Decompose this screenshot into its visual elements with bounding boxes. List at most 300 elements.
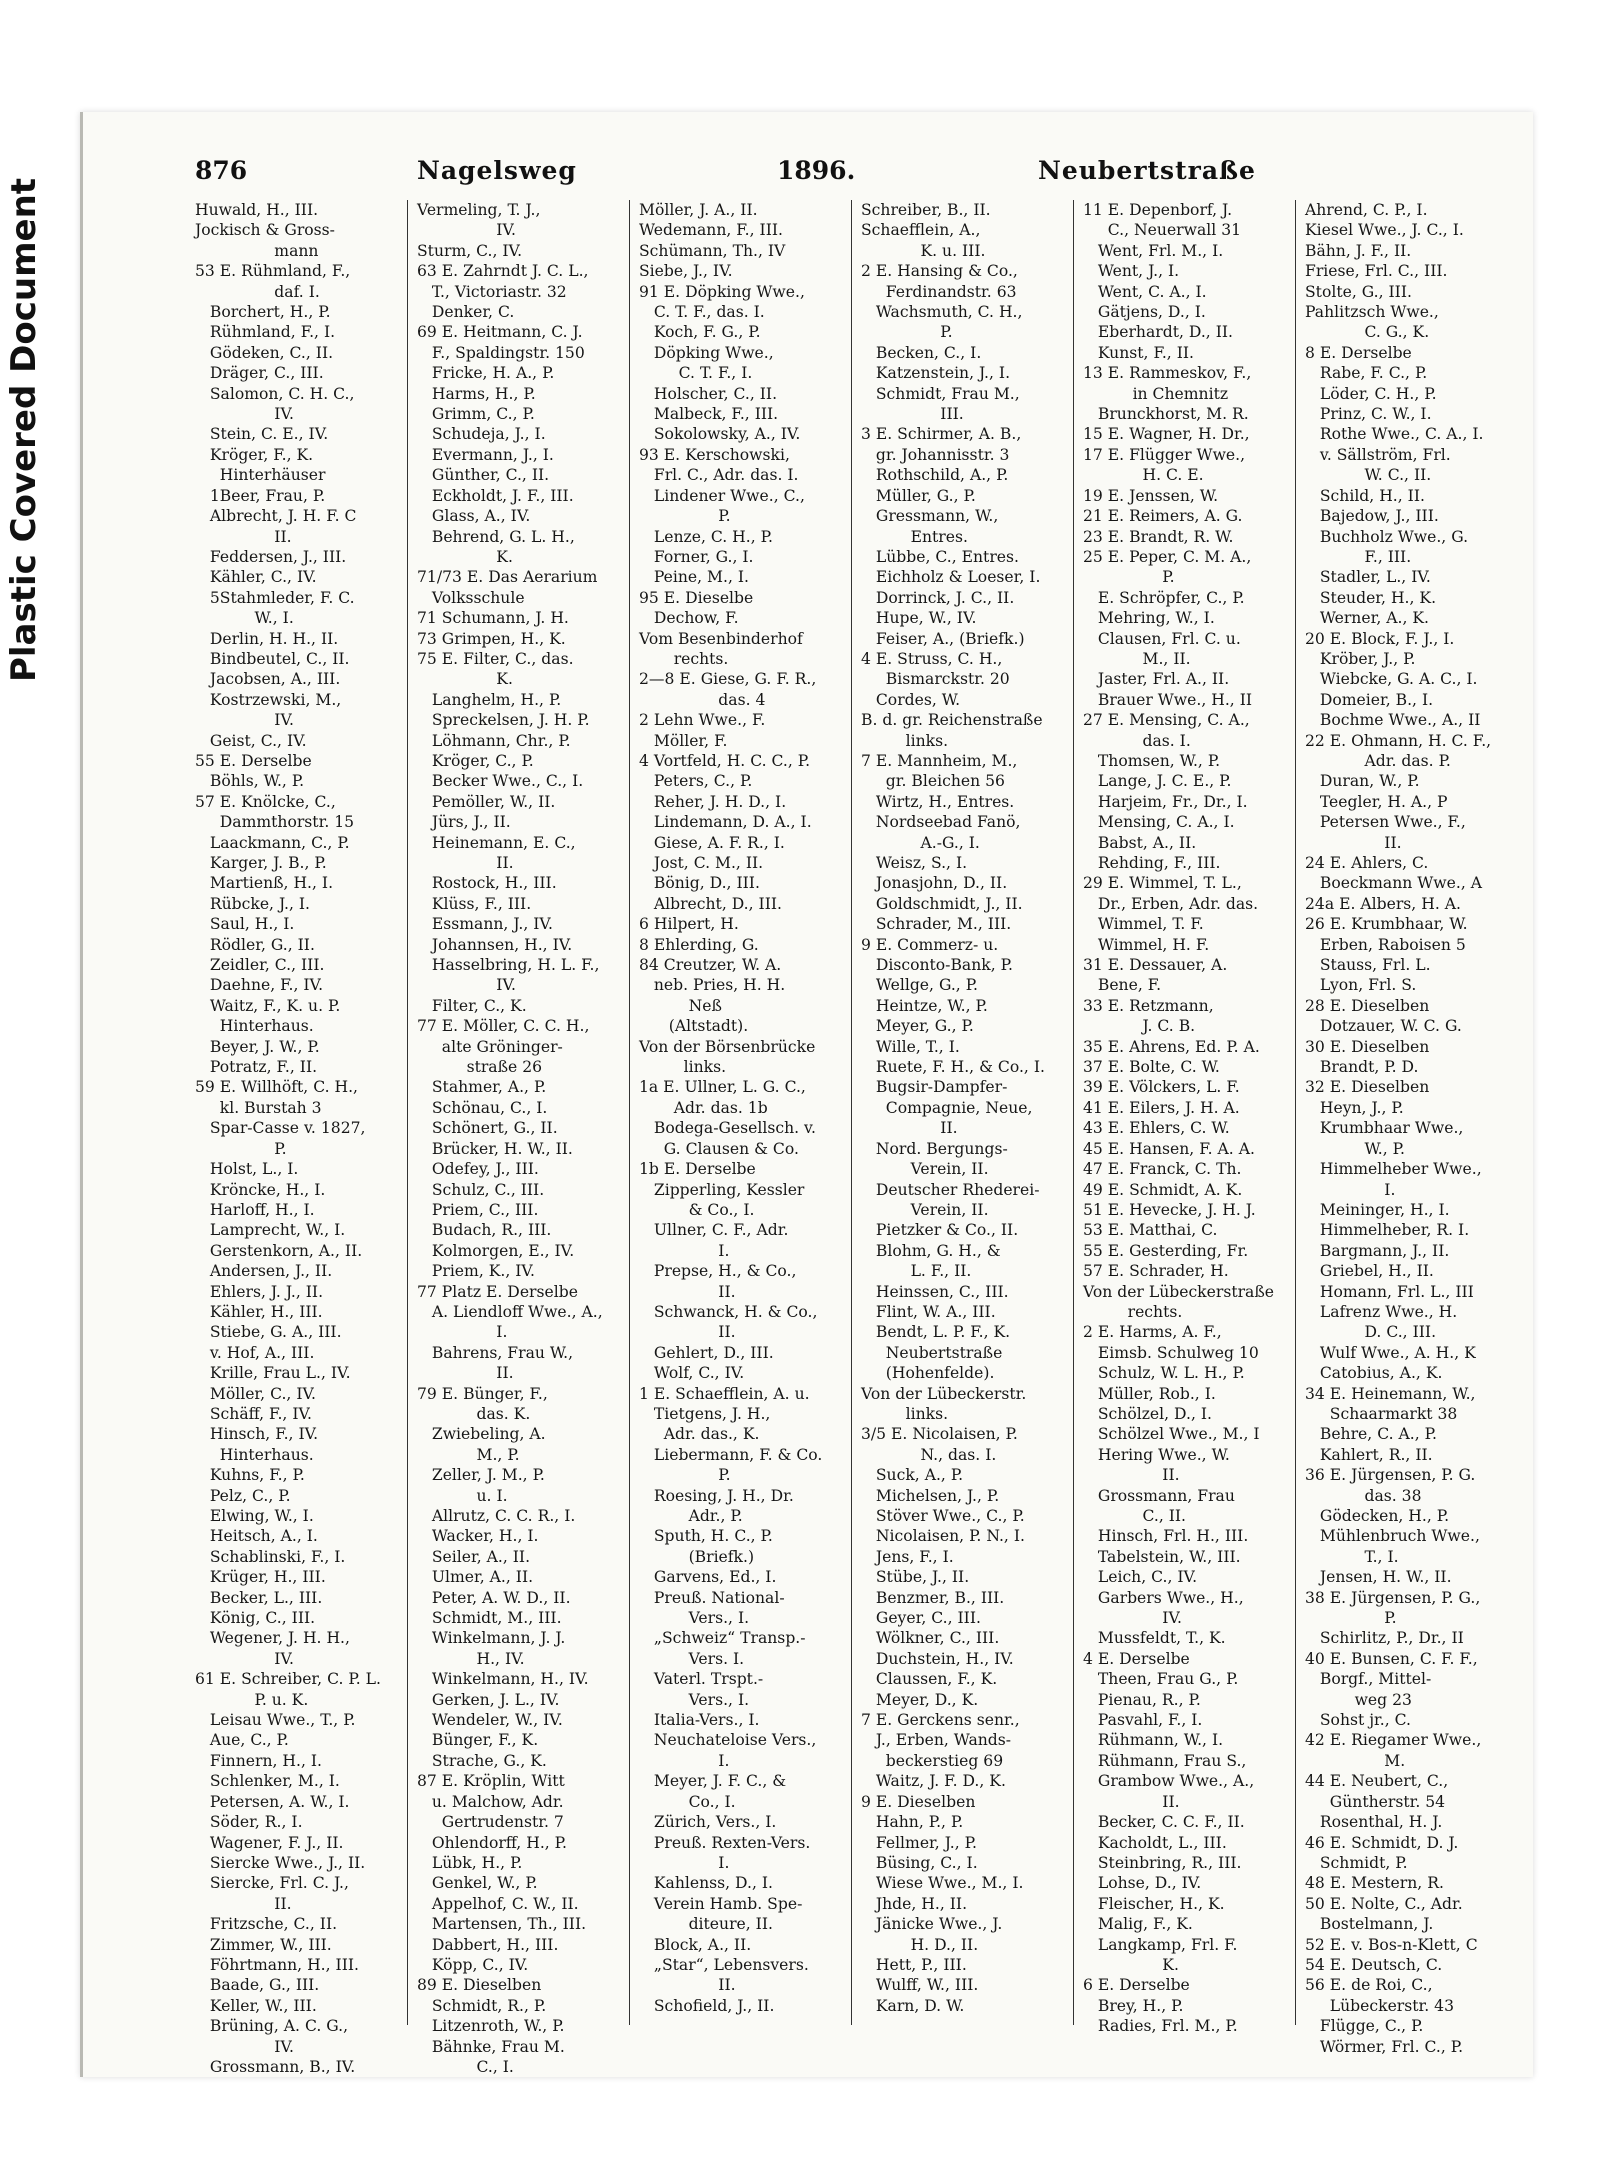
directory-entry-line: 57 E. Schrader, H.	[1083, 1262, 1229, 1281]
directory-entry-line: Petersen Wwe., F.,	[1305, 813, 1466, 832]
directory-entry-line: Heinssen, C., III.	[861, 1282, 1009, 1301]
directory-entry-line: 9 E. Commerz- u.	[861, 935, 999, 954]
directory-entry-line: Behre, C. A., P.	[1305, 1425, 1437, 1444]
directory-entry-line: Preuß. Rexten-Vers.	[639, 1833, 811, 1852]
directory-entry-line: Rühmann, W., I.	[1083, 1731, 1224, 1750]
directory-entry-line: G. Clausen & Co.	[639, 1139, 799, 1158]
directory-entry-line: kl. Burstah 3	[195, 1098, 322, 1117]
directory-entry-line: Brauer Wwe., H., II	[1083, 690, 1253, 709]
directory-entry-line: Ulmer, A., II.	[417, 1568, 534, 1587]
directory-entry-line: Hasselbring, H. L. F.,	[417, 956, 600, 975]
directory-entry-line: K. u. III.	[861, 241, 986, 260]
directory-entry-line: 57 E. Knölcke, C.,	[195, 792, 336, 811]
directory-entry-line: Baade, G., III.	[195, 1976, 320, 1995]
directory-column-6	[1305, 200, 1507, 2056]
directory-entry-line: Stein, C. E., IV.	[195, 425, 329, 444]
directory-entry-line: 30 E. Dieselben	[1305, 1037, 1430, 1056]
directory-entry-line: J. C. B.	[1083, 1017, 1196, 1036]
directory-entry-line: Krille, Frau L., IV.	[195, 1364, 351, 1383]
directory-entry-line: Harloff, H., I.	[195, 1200, 315, 1219]
directory-entry-line: Rühmland, F., I.	[195, 323, 336, 342]
directory-entry-line: Möller, F.	[639, 731, 728, 750]
directory-entry-line: Schmidt, M., III.	[417, 1609, 562, 1628]
directory-entry-line: Von der Börsenbrücke	[639, 1037, 816, 1056]
directory-entry-line: Kuhns, F., P.	[195, 1466, 305, 1485]
directory-entry-line: Michelsen, J., P.	[861, 1486, 1000, 1505]
directory-entry-line: Laackmann, C., P.	[195, 833, 350, 852]
directory-entry-line: Rehding, F., III.	[1083, 854, 1221, 872]
directory-entry-line: II.	[195, 1894, 292, 1913]
directory-entry-line: Kröncke, H., I.	[195, 1180, 326, 1199]
directory-entry-line: Löhmann, Chr., P.	[417, 731, 571, 750]
directory-entry-line: 51 E. Hevecke, J. H. J.	[1083, 1200, 1256, 1219]
directory-entry-line: B. d. gr. Reichenstraße	[861, 711, 1043, 730]
directory-entry-line: Martensen, Th., III.	[417, 1915, 587, 1934]
directory-entry-line: Eberhardt, D., II.	[1083, 323, 1233, 342]
directory-entry-line: Holst, L., I.	[195, 1160, 299, 1179]
directory-entry-line: Kunst, F., II.	[1083, 343, 1194, 362]
directory-entry-line: Wedemann, F., III.	[639, 221, 783, 240]
directory-entry-line: Co., I.	[639, 1792, 736, 1811]
directory-entry-line: Allrutz, C. C. R., I.	[417, 1507, 576, 1525]
directory-entry-line: Lübeckerstr. 43	[1305, 1996, 1455, 2015]
directory-entry-line: diteure, II.	[639, 1915, 773, 1934]
directory-entry-line: Lamprecht, W., I.	[195, 1221, 346, 1240]
directory-entry-line: Appelhof, C. W., II.	[417, 1894, 579, 1913]
directory-entry-line: Becker, L., III.	[195, 1588, 323, 1607]
directory-entry-line: II.	[1083, 1792, 1180, 1811]
directory-entry-line: E. Schröpfer, C., P.	[1083, 588, 1245, 607]
directory-entry-line: 53 E. Matthai, C.	[1083, 1221, 1218, 1240]
directory-entry-line: Schölzel, D., I.	[1083, 1404, 1212, 1423]
directory-entry-line: H., IV.	[417, 1649, 525, 1668]
directory-entry-line: Keller, W., III.	[195, 1996, 317, 2015]
directory-entry-line: C., Neuerwall 31	[1083, 221, 1242, 240]
directory-entry-line: 55 E. Gesterding, Fr.	[1083, 1241, 1249, 1260]
directory-entry-line: 49 E. Schmidt, A. K.	[1083, 1180, 1243, 1199]
directory-column-1	[195, 200, 397, 2076]
directory-entry-line: Geyer, C., III.	[861, 1609, 981, 1628]
directory-entry-line: 1a E. Ullner, L. G. C.,	[639, 1078, 806, 1097]
directory-entry-line: Teegler, H. A., P	[1305, 792, 1448, 811]
directory-entry-line: Ohlendorff, H., P.	[417, 1833, 567, 1852]
directory-entry-line: Blohm, G. H., &	[861, 1241, 1001, 1260]
directory-entry-line: Adr. das., K.	[639, 1425, 760, 1444]
directory-entry-line: Essmann, J., IV.	[417, 915, 553, 934]
directory-entry-line: I.	[639, 1241, 730, 1260]
directory-entry-line: Feiser, A., (Briefk.)	[861, 629, 1025, 648]
directory-entry-line: Flügge, C., P.	[1305, 2017, 1424, 2036]
directory-entry-line: Thomsen, W., P.	[1083, 751, 1221, 770]
directory-entry-line: Pasvahl, F., I.	[1083, 1711, 1203, 1730]
directory-entry-line: Himmelheber, R. I.	[1305, 1221, 1470, 1240]
directory-entry-line: IV.	[195, 1649, 294, 1668]
directory-entry-line: (Briefk.)	[639, 1547, 755, 1566]
directory-entry-line: Löder, C. H., P.	[1305, 384, 1437, 403]
directory-entry-line: Albrecht, D., III.	[639, 894, 782, 913]
directory-entry-line: Bünger, F., K.	[417, 1731, 539, 1750]
directory-entry-line: Hinsch, F., IV.	[195, 1425, 319, 1444]
directory-entry-line: Möller, C., IV.	[195, 1384, 316, 1403]
directory-entry-line: Langkamp, Frl. F.	[1083, 1935, 1238, 1954]
directory-entry-line: II.	[1305, 833, 1402, 852]
directory-entry-line: Gertrudenstr. 7	[417, 1813, 564, 1832]
directory-entry-line: Saul, H., I.	[195, 915, 295, 934]
directory-entry-line: Suck, A., P.	[861, 1466, 964, 1485]
directory-entry-line: 28 E. Dieselben	[1305, 996, 1430, 1015]
directory-entry-line: Derlin, H. H., II.	[195, 629, 339, 648]
directory-entry-line: Deutscher Rhederei-	[861, 1180, 1040, 1199]
directory-entry-line: 61 E. Schreiber, C. P. L.	[195, 1670, 381, 1689]
directory-entry-line: Claussen, F., K.	[861, 1670, 998, 1689]
directory-entry-line: Karn, D. W.	[861, 1996, 965, 2015]
directory-entry-line: Priem, K., IV.	[417, 1262, 535, 1281]
directory-entry-line: 56 E. de Roi, C.,	[1305, 1976, 1433, 1995]
directory-entry-line: Went, J., I.	[1083, 262, 1180, 281]
directory-entry-line: Günther, C., II.	[417, 466, 550, 485]
directory-entry-line: Prepse, H., & Co.,	[639, 1262, 797, 1281]
directory-entry-line: 17 E. Flügger Wwe.,	[1083, 445, 1246, 464]
directory-entry-line: 45 E. Hansen, F. A. A.	[1083, 1139, 1255, 1158]
directory-entry-line: 46 E. Schmidt, D. J.	[1305, 1833, 1459, 1852]
directory-entry-line: P.	[861, 323, 953, 342]
directory-entry-line: Malbeck, F., III.	[639, 405, 779, 424]
directory-entry-line: Lenze, C. H., P.	[639, 527, 773, 546]
directory-entry-line: II.	[639, 1323, 736, 1342]
column-divider	[629, 200, 630, 2025]
directory-entry-line: 69 E. Heitmann, C. J.	[417, 323, 583, 342]
directory-entry-line: Entres.	[861, 527, 968, 546]
directory-entry-line: Buchholz Wwe., G.	[1305, 527, 1469, 546]
directory-entry-line: Garbers Wwe., H.,	[1083, 1588, 1244, 1607]
directory-entry-line: Jhde, H., II.	[861, 1894, 968, 1913]
directory-entry-line: mann	[195, 241, 319, 260]
directory-entry-line: Wille, T., I.	[861, 1037, 960, 1056]
directory-entry-line: 7 E. Mannheim, M.,	[861, 751, 1018, 770]
directory-entry-line: Von der Lübeckerstr.	[861, 1384, 1027, 1403]
directory-entry-line: Sokolowsky, A., IV.	[639, 425, 801, 444]
directory-entry-line: weg 23	[1305, 1690, 1412, 1709]
directory-entry-line: Meyer, G., P.	[861, 1017, 974, 1036]
directory-entry-line: Bismarckstr. 20	[861, 670, 1010, 689]
directory-entry-line: Lafrenz Wwe., H.	[1305, 1302, 1458, 1321]
directory-entry-line: 36 E. Jürgensen, P. G.	[1305, 1466, 1476, 1485]
directory-entry-line: F., III.	[1305, 547, 1412, 566]
directory-entry-line: Kahlert, R., II.	[1305, 1445, 1433, 1464]
directory-entry-line: Wacker, H., I.	[417, 1527, 539, 1546]
directory-entry-line: Adr. das. P.	[1305, 751, 1451, 770]
directory-entry-line: Hinsch, Frl. H., III.	[1083, 1527, 1249, 1546]
directory-entry-line: 22 E. Ohmann, H. C. F.,	[1305, 731, 1492, 750]
directory-entry-line: Italia-Vers., I.	[639, 1711, 760, 1730]
directory-entry-line: Boeckmann Wwe., A	[1305, 874, 1482, 893]
directory-entry-line: Holscher, C., II.	[639, 384, 778, 403]
directory-entry-line: IV.	[195, 711, 294, 730]
directory-entry-line: 3/5 E. Nicolaisen, P.	[861, 1425, 1018, 1444]
directory-entry-line: M.	[1305, 1751, 1406, 1770]
directory-entry-line: 9 E. Dieselben	[861, 1792, 976, 1811]
directory-entry-line: Lyon, Frl. S.	[1305, 976, 1417, 995]
directory-entry-line: W., P.	[1305, 1139, 1405, 1158]
directory-entry-line: 4 Vortfeld, H. C. C., P.	[639, 751, 811, 770]
directory-entry-line: Karger, J. B., P.	[195, 854, 327, 872]
directory-entry-line: Goldschmidt, J., II.	[861, 894, 1023, 913]
directory-entry-line: Litzenroth, W., P.	[417, 2017, 565, 2036]
directory-entry-line: C., II.	[1083, 1507, 1187, 1525]
directory-entry-line: Elwing, W., I.	[195, 1507, 314, 1525]
directory-entry-line: beckerstieg 69	[861, 1751, 1004, 1770]
directory-entry-line: Bochme Wwe., A., II	[1305, 711, 1481, 730]
directory-entry-line: Dotzauer, W. C. G.	[1305, 1017, 1462, 1036]
directory-entry-line: 6 E. Derselbe	[1083, 1976, 1190, 1995]
directory-entry-line: I.	[417, 1323, 508, 1342]
directory-entry-line: Feddersen, J., III.	[195, 547, 347, 566]
directory-entry-line: II.	[417, 854, 514, 872]
page-header	[195, 156, 1495, 194]
directory-entry-line: 2 E. Hansing & Co.,	[861, 262, 1018, 281]
directory-entry-line: Schrader, M., III.	[861, 915, 1012, 934]
directory-entry-line: Winkelmann, H., IV.	[417, 1670, 589, 1689]
directory-entry-line: M., II.	[1083, 649, 1191, 668]
directory-entry-line: 8 Ehlerding, G.	[639, 935, 759, 954]
directory-entry-line: Adr., P.	[639, 1507, 743, 1525]
directory-entry-line: Ruete, F. H., & Co., I.	[861, 1058, 1045, 1077]
directory-entry-line: Zwiebeling, A.	[417, 1425, 546, 1444]
directory-entry-line: 54 E. Deutsch, C.	[1305, 1955, 1443, 1974]
directory-entry-line: 2—8 E. Giese, G. F. R.,	[639, 670, 817, 689]
directory-entry-line: 20 E. Block, F. J., I.	[1305, 629, 1455, 648]
directory-entry-line: Heyn, J., P.	[1305, 1098, 1404, 1117]
directory-entry-line: Schirlitz, P., Dr., II	[1305, 1629, 1464, 1648]
directory-entry-line: Verein Hamb. Spe-	[639, 1894, 803, 1913]
directory-entry-line: II.	[417, 1364, 514, 1383]
directory-entry-line: Gätjens, D., I.	[1083, 303, 1206, 322]
directory-entry-line: Kröger, F., K.	[195, 445, 314, 464]
directory-entry-line: 24a E. Albers, H. A.	[1305, 894, 1461, 913]
directory-entry-line: Mussfeldt, T., K.	[1083, 1629, 1226, 1648]
directory-entry-line: Jost, C. M., II.	[639, 854, 764, 872]
directory-entry-line: Schmidt, R., P.	[417, 1996, 547, 2015]
directory-entry-line: Bönig, D., III.	[639, 874, 760, 893]
document-side-label	[0, 140, 48, 720]
directory-entry-line: II.	[861, 1119, 958, 1138]
directory-entry-line: 84 Creutzer, W. A.	[639, 956, 782, 975]
directory-entry-line: Rosenthal, H. J.	[1305, 1813, 1443, 1832]
directory-entry-line: 37 E. Bolte, C. W.	[1083, 1058, 1220, 1077]
directory-entry-line: IV.	[1083, 1609, 1182, 1628]
directory-entry-line: IV.	[195, 405, 294, 424]
directory-entry-line: II.	[639, 1282, 736, 1301]
directory-entry-line: 87 E. Kröplin, Witt	[417, 1772, 565, 1791]
directory-entry-line: 79 E. Bünger, F.,	[417, 1384, 548, 1403]
directory-entry-line: Glass, A., IV.	[417, 507, 531, 526]
directory-entry-line: Schreiber, B., II.	[861, 201, 991, 219]
directory-entry-line: Preuß. National-	[639, 1588, 785, 1607]
directory-entry-line: Friese, Frl. C., III.	[1305, 262, 1448, 281]
directory-entry-line: Flint, W. A., III.	[861, 1302, 996, 1321]
directory-entry-line: Schäff, F., IV.	[195, 1404, 312, 1423]
directory-entry-line: links.	[639, 1058, 727, 1077]
directory-entry-line: Kröger, C., P.	[417, 751, 534, 770]
directory-entry-line: Katzenstein, J., I.	[861, 364, 1011, 383]
directory-entry-line: Wellge, G., P.	[861, 976, 979, 995]
directory-entry-line: Dammthorstr. 15	[195, 813, 355, 832]
directory-entry-line: 32 E. Dieselben	[1305, 1078, 1430, 1097]
directory-entry-line: Wiese Wwe., M., I.	[861, 1874, 1024, 1893]
directory-entry-line: Dr., Erben, Adr. das.	[1083, 894, 1259, 913]
directory-entry-line: IV.	[417, 221, 516, 240]
directory-entry-line: Meininger, H., I.	[1305, 1200, 1450, 1219]
directory-entry-line: das. 4	[639, 690, 766, 709]
directory-entry-line: Grambow Wwe., A.,	[1083, 1772, 1255, 1791]
directory-entry-line: 7 E. Gerckens senr.,	[861, 1711, 1020, 1730]
directory-entry-line: Daehne, F., IV.	[195, 976, 324, 995]
directory-entry-line: das. I.	[1083, 731, 1191, 750]
directory-entry-line: Stöver Wwe., C., P.	[861, 1507, 1025, 1525]
directory-entry-line: Pemöller, W., II.	[417, 792, 556, 811]
directory-entry-line: Gödecken, H., P.	[1305, 1507, 1450, 1525]
directory-entry-line: Wagener, F. J., II.	[195, 1833, 344, 1852]
directory-entry-line: Borgf., Mittel-	[1305, 1670, 1432, 1689]
directory-entry-line: Schümann, Th., IV	[639, 241, 786, 260]
directory-entry-line: Dorrinck, J. C., II.	[861, 588, 1015, 607]
directory-entry-line: Evermann, J., I.	[417, 445, 554, 464]
directory-entry-line: Bähnke, Frau M.	[417, 2037, 565, 2056]
directory-entry-line: Fritzsche, C., II.	[195, 1915, 338, 1934]
directory-entry-line: Block, A., II.	[639, 1935, 752, 1954]
directory-column-3	[639, 200, 841, 2040]
directory-entry-line: links.	[861, 731, 949, 750]
directory-entry-line: Zürich, Vers., I.	[639, 1813, 777, 1832]
directory-entry-line: Bugsir-Dampfer-	[861, 1078, 1008, 1097]
directory-entry-line: Kähler, C., IV.	[195, 568, 317, 587]
directory-entry-line: Koch, F. G., P.	[639, 323, 761, 342]
directory-entry-line: Jänicke Wwe., J.	[861, 1915, 1003, 1934]
directory-entry-line: Genkel, W., P.	[417, 1874, 538, 1893]
directory-entry-line: Babst, A., II.	[1083, 833, 1197, 852]
directory-entry-line: neb. Pries, H. H.	[639, 976, 786, 995]
directory-entry-line: Kacholdt, L., III.	[1083, 1833, 1227, 1852]
directory-entry-line: II.	[1083, 1466, 1180, 1485]
directory-entry-line: Dabbert, H., III.	[417, 1935, 559, 1954]
directory-entry-line: 4 E. Derselbe	[1083, 1649, 1190, 1668]
directory-entry-line: 24 E. Ahlers, C.	[1305, 854, 1429, 872]
directory-entry-line: Gressmann, W.,	[861, 507, 999, 526]
directory-entry-line: Wimmel, H. F.	[1083, 935, 1210, 954]
directory-entry-line: M., P.	[417, 1445, 520, 1464]
directory-entry-line: Neubertstraße	[861, 1343, 1003, 1362]
directory-entry-line: (Hohenfelde).	[861, 1364, 995, 1383]
directory-entry-line: K.	[417, 547, 513, 566]
directory-entry-line: Brüning, A. C. G.,	[195, 2017, 349, 2036]
directory-entry-line: Pelz, C., P.	[195, 1486, 291, 1505]
directory-entry-line: Schablinski, F., I.	[195, 1547, 346, 1566]
directory-entry-line: v. Sällström, Frl.	[1305, 445, 1451, 464]
directory-entry-line: Kiesel Wwe., J. C., I.	[1305, 221, 1464, 240]
directory-entry-line: T., Victoriastr. 32	[417, 282, 567, 301]
directory-entry-line: H. C. E.	[1083, 466, 1204, 485]
directory-entry-line: Hett, P., III.	[861, 1955, 967, 1974]
directory-entry-line: 3 E. Schirmer, A. B.,	[861, 425, 1022, 444]
directory-entry-line: Schudeja, J., I.	[417, 425, 546, 444]
right-street-heading: Neubertstraße	[1038, 156, 1256, 185]
directory-entry-line: Schölzel Wwe., M., I	[1083, 1425, 1260, 1444]
directory-entry-line: Kahlenss, D., I.	[639, 1874, 773, 1893]
directory-entry-line: Werner, A., K.	[1305, 609, 1429, 628]
directory-entry-line: u. Malchow, Adr.	[417, 1792, 564, 1811]
directory-entry-line: C., I.	[417, 2057, 514, 2076]
directory-entry-line: Spar-Casse v. 1827,	[195, 1119, 366, 1138]
directory-entry-line: 41 E. Eilers, J. H. A.	[1083, 1098, 1240, 1117]
directory-entry-line: Malig, F., K.	[1083, 1915, 1193, 1934]
directory-entry-line: König, C., III.	[195, 1609, 316, 1628]
directory-entry-line: straße 26	[417, 1058, 543, 1077]
directory-entry-line: Zipperling, Kessler	[639, 1180, 805, 1199]
directory-entry-line: T., I.	[1305, 1547, 1399, 1566]
directory-entry-line: 71 Schumann, J. H.	[417, 609, 569, 628]
directory-entry-line: Leich, C., IV.	[1083, 1568, 1198, 1587]
directory-entry-line: 23 E. Brandt, R. W.	[1083, 527, 1234, 546]
directory-entry-line: Behrend, G. L. H.,	[417, 527, 575, 546]
directory-entry-line: Müller, G., P.	[861, 486, 976, 505]
directory-entry-line: Schwanck, H. & Co.,	[639, 1302, 818, 1321]
directory-entry-line: Seiler, A., II.	[417, 1547, 531, 1566]
directory-column-2	[417, 200, 619, 2076]
directory-entry-line: Compagnie, Neue,	[861, 1098, 1033, 1117]
directory-entry-line: 33 E. Retzmann,	[1083, 996, 1214, 1015]
directory-entry-line: Andersen, J., II.	[195, 1262, 333, 1281]
directory-entry-line: Lübk, H., P.	[417, 1853, 523, 1872]
directory-entry-line: Vaterl. Trspt.-	[639, 1670, 764, 1689]
directory-entry-line: C. G., K.	[1305, 323, 1430, 342]
directory-entry-line: Bostelmann, J.	[1305, 1915, 1434, 1934]
directory-entry-line: Rothschild, A., P.	[861, 466, 1009, 485]
directory-entry-line: 40 E. Bunsen, C. F. F.,	[1305, 1649, 1478, 1668]
directory-entry-line: 42 E. Riegamer Wwe.,	[1305, 1731, 1482, 1750]
directory-entry-line: Catobius, A., K.	[1305, 1364, 1443, 1383]
directory-entry-line: Döpking Wwe.,	[639, 343, 774, 362]
directory-entry-line: & Co., I.	[639, 1200, 755, 1219]
directory-entry-line: Wulf Wwe., A. H., K	[1305, 1343, 1476, 1362]
directory-entry-line: Hinterhaus.	[195, 1017, 314, 1036]
directory-entry-line: Heitsch, A., I.	[195, 1527, 318, 1546]
directory-entry-line: IV.	[195, 2037, 294, 2056]
directory-entry-line: Filter, C., K.	[417, 996, 527, 1015]
directory-entry-line: Hering Wwe., W.	[1083, 1445, 1230, 1464]
directory-entry-line: Schild, H., II.	[1305, 486, 1425, 505]
directory-entry-line: 1Beer, Frau, P.	[195, 486, 326, 505]
directory-entry-line: Jürs, J., II.	[417, 813, 511, 832]
directory-entry-line: Peter, A. W. D., II.	[417, 1588, 571, 1607]
directory-entry-line: Lindemann, D. A., I.	[639, 813, 812, 832]
directory-entry-line: Siercke Wwe., J., II.	[195, 1853, 366, 1872]
directory-entry-line: in Chemnitz	[1083, 384, 1229, 403]
directory-entry-line: Went, Frl. M., I.	[1083, 241, 1224, 260]
directory-entry-line: Lübbe, C., Entres.	[861, 547, 1019, 566]
directory-entry-line: I.	[1305, 1180, 1396, 1199]
directory-entry-line: Wulff, W., III.	[861, 1976, 979, 1995]
directory-entry-line: Bahrens, Frau W.,	[417, 1343, 574, 1362]
directory-entry-line: Zeller, J. M., P.	[417, 1466, 545, 1485]
directory-column-4	[861, 200, 1063, 2040]
directory-entry-line: Dechow, F.	[639, 609, 739, 628]
directory-entry-line: Fleischer, H., K.	[1083, 1894, 1225, 1913]
directory-entry-line: 2 Lehn Wwe., F.	[639, 711, 766, 730]
directory-entry-line: 91 E. Döpking Wwe.,	[639, 282, 805, 301]
directory-entry-line: W., I.	[195, 609, 294, 628]
directory-entry-line: 50 E. Nolte, C., Adr.	[1305, 1894, 1463, 1913]
directory-entry-line: Liebermann, F. & Co.	[639, 1445, 823, 1464]
